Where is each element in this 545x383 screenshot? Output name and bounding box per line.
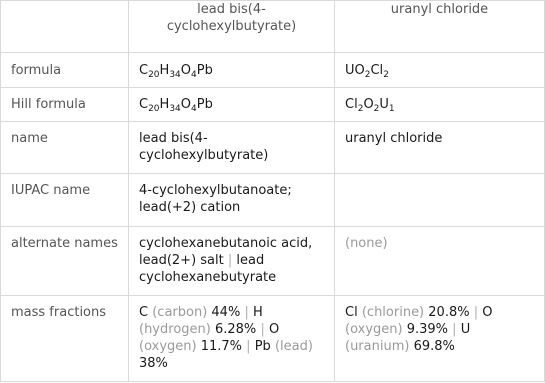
element-name: (oxygen)	[139, 338, 197, 354]
formula-element: UO	[345, 62, 365, 78]
column-header-uranyl: uranyl chloride	[335, 1, 545, 53]
element-symbol: O	[482, 304, 493, 320]
row-label-alternate-names: alternate names	[1, 226, 129, 295]
mass-fraction-value: 9.39%	[406, 321, 449, 337]
formula-subscript: 2	[373, 104, 380, 115]
iupac-name-uranyl	[335, 174, 545, 226]
table-row-mass-fractions	[1, 295, 545, 381]
element-symbol: O	[268, 321, 280, 337]
mass-fraction-value: 69.8%	[413, 338, 455, 354]
formula-element: O	[363, 97, 374, 113]
row-label-formula: formula	[1, 53, 129, 88]
table-row-iupac-name	[1, 174, 545, 226]
formula-subscript: 34	[169, 104, 181, 115]
element-symbol: Cl	[345, 304, 358, 320]
formula-element: H	[159, 62, 170, 78]
formula-uranyl	[335, 53, 545, 88]
table-row-alternate-names	[1, 226, 545, 295]
formula-subscript: 2	[357, 104, 364, 115]
formula-element: Cl	[370, 62, 384, 78]
iupac-name-lead: 4-cyclohexylbutanoate; lead(+2) cation	[129, 174, 335, 226]
separator: |	[452, 321, 457, 337]
formula-element: O	[180, 97, 191, 113]
formula-subscript: 20	[148, 104, 160, 115]
element-symbol: Pb	[254, 338, 271, 354]
element-symbol: H	[252, 304, 263, 320]
mass-fraction-value: 38%	[139, 355, 168, 371]
separator: |	[244, 304, 249, 320]
hill-formula-lead	[129, 88, 335, 122]
formula-element: C	[139, 62, 149, 78]
element-name: (uranium)	[345, 338, 410, 354]
formula-element: U	[379, 97, 389, 113]
row-label-hill-formula: Hill formula	[1, 88, 129, 122]
table-row-formula	[1, 53, 545, 88]
mass-fractions-uranyl	[335, 295, 545, 381]
element-symbol: U	[460, 321, 471, 337]
formula-subscript: 34	[169, 69, 181, 80]
element-name: (lead)	[274, 338, 313, 354]
table-row-name	[1, 122, 545, 174]
alternate-names-lead	[129, 226, 335, 295]
formula-subscript: 20	[148, 69, 160, 80]
separator: |	[246, 338, 251, 354]
hill-formula-uranyl	[335, 88, 545, 122]
row-label-mass-fractions: mass fractions	[1, 295, 129, 381]
mass-fraction-value: 20.8%	[428, 304, 470, 320]
mass-fraction-value: 44%	[211, 304, 241, 320]
formula-element: Pb	[196, 62, 213, 78]
formula-subscript: 2	[364, 69, 371, 80]
separator: |	[473, 304, 479, 320]
mass-fraction-value: 11.7%	[200, 338, 243, 354]
name-lead: lead bis(4-cyclohexylbutyrate)	[129, 122, 335, 174]
header-row	[1, 1, 545, 53]
mass-fraction-value: 6.28%	[214, 321, 257, 337]
separator: |	[260, 321, 265, 337]
formula-lead	[129, 53, 335, 88]
formula-element: H	[159, 97, 170, 113]
separator: |	[227, 252, 233, 268]
formula-subscript: 1	[388, 104, 395, 115]
formula-element: C	[139, 97, 149, 113]
formula-element: Pb	[196, 97, 213, 113]
element-name: (hydrogen)	[139, 321, 211, 337]
mass-fractions-lead	[129, 295, 335, 381]
column-header-lead: lead bis(4-cyclohexylbutyrate)	[129, 1, 335, 53]
table-row-hill-formula	[1, 88, 545, 122]
alternate-names-uranyl: (none)	[335, 226, 545, 295]
formula-subscript: 4	[191, 104, 197, 115]
element-symbol: C	[139, 304, 149, 320]
row-label-iupac-name: IUPAC name	[1, 174, 129, 226]
alternate-name: cyclohexanebutanoic acid, lead(2+) salt	[139, 235, 313, 268]
alternate-name: lead cyclohexanebutyrate	[139, 252, 277, 285]
formula-element: Cl	[345, 97, 358, 113]
row-label-name: name	[1, 122, 129, 174]
formula-subscript: 4	[191, 69, 197, 80]
element-name: (oxygen)	[345, 321, 403, 337]
element-name: (carbon)	[152, 304, 208, 320]
formula-subscript: 2	[383, 69, 389, 80]
corner-cell	[1, 1, 129, 53]
element-name: (chlorine)	[361, 304, 425, 320]
formula-element: O	[180, 62, 191, 78]
name-uranyl: uranyl chloride	[335, 122, 545, 174]
